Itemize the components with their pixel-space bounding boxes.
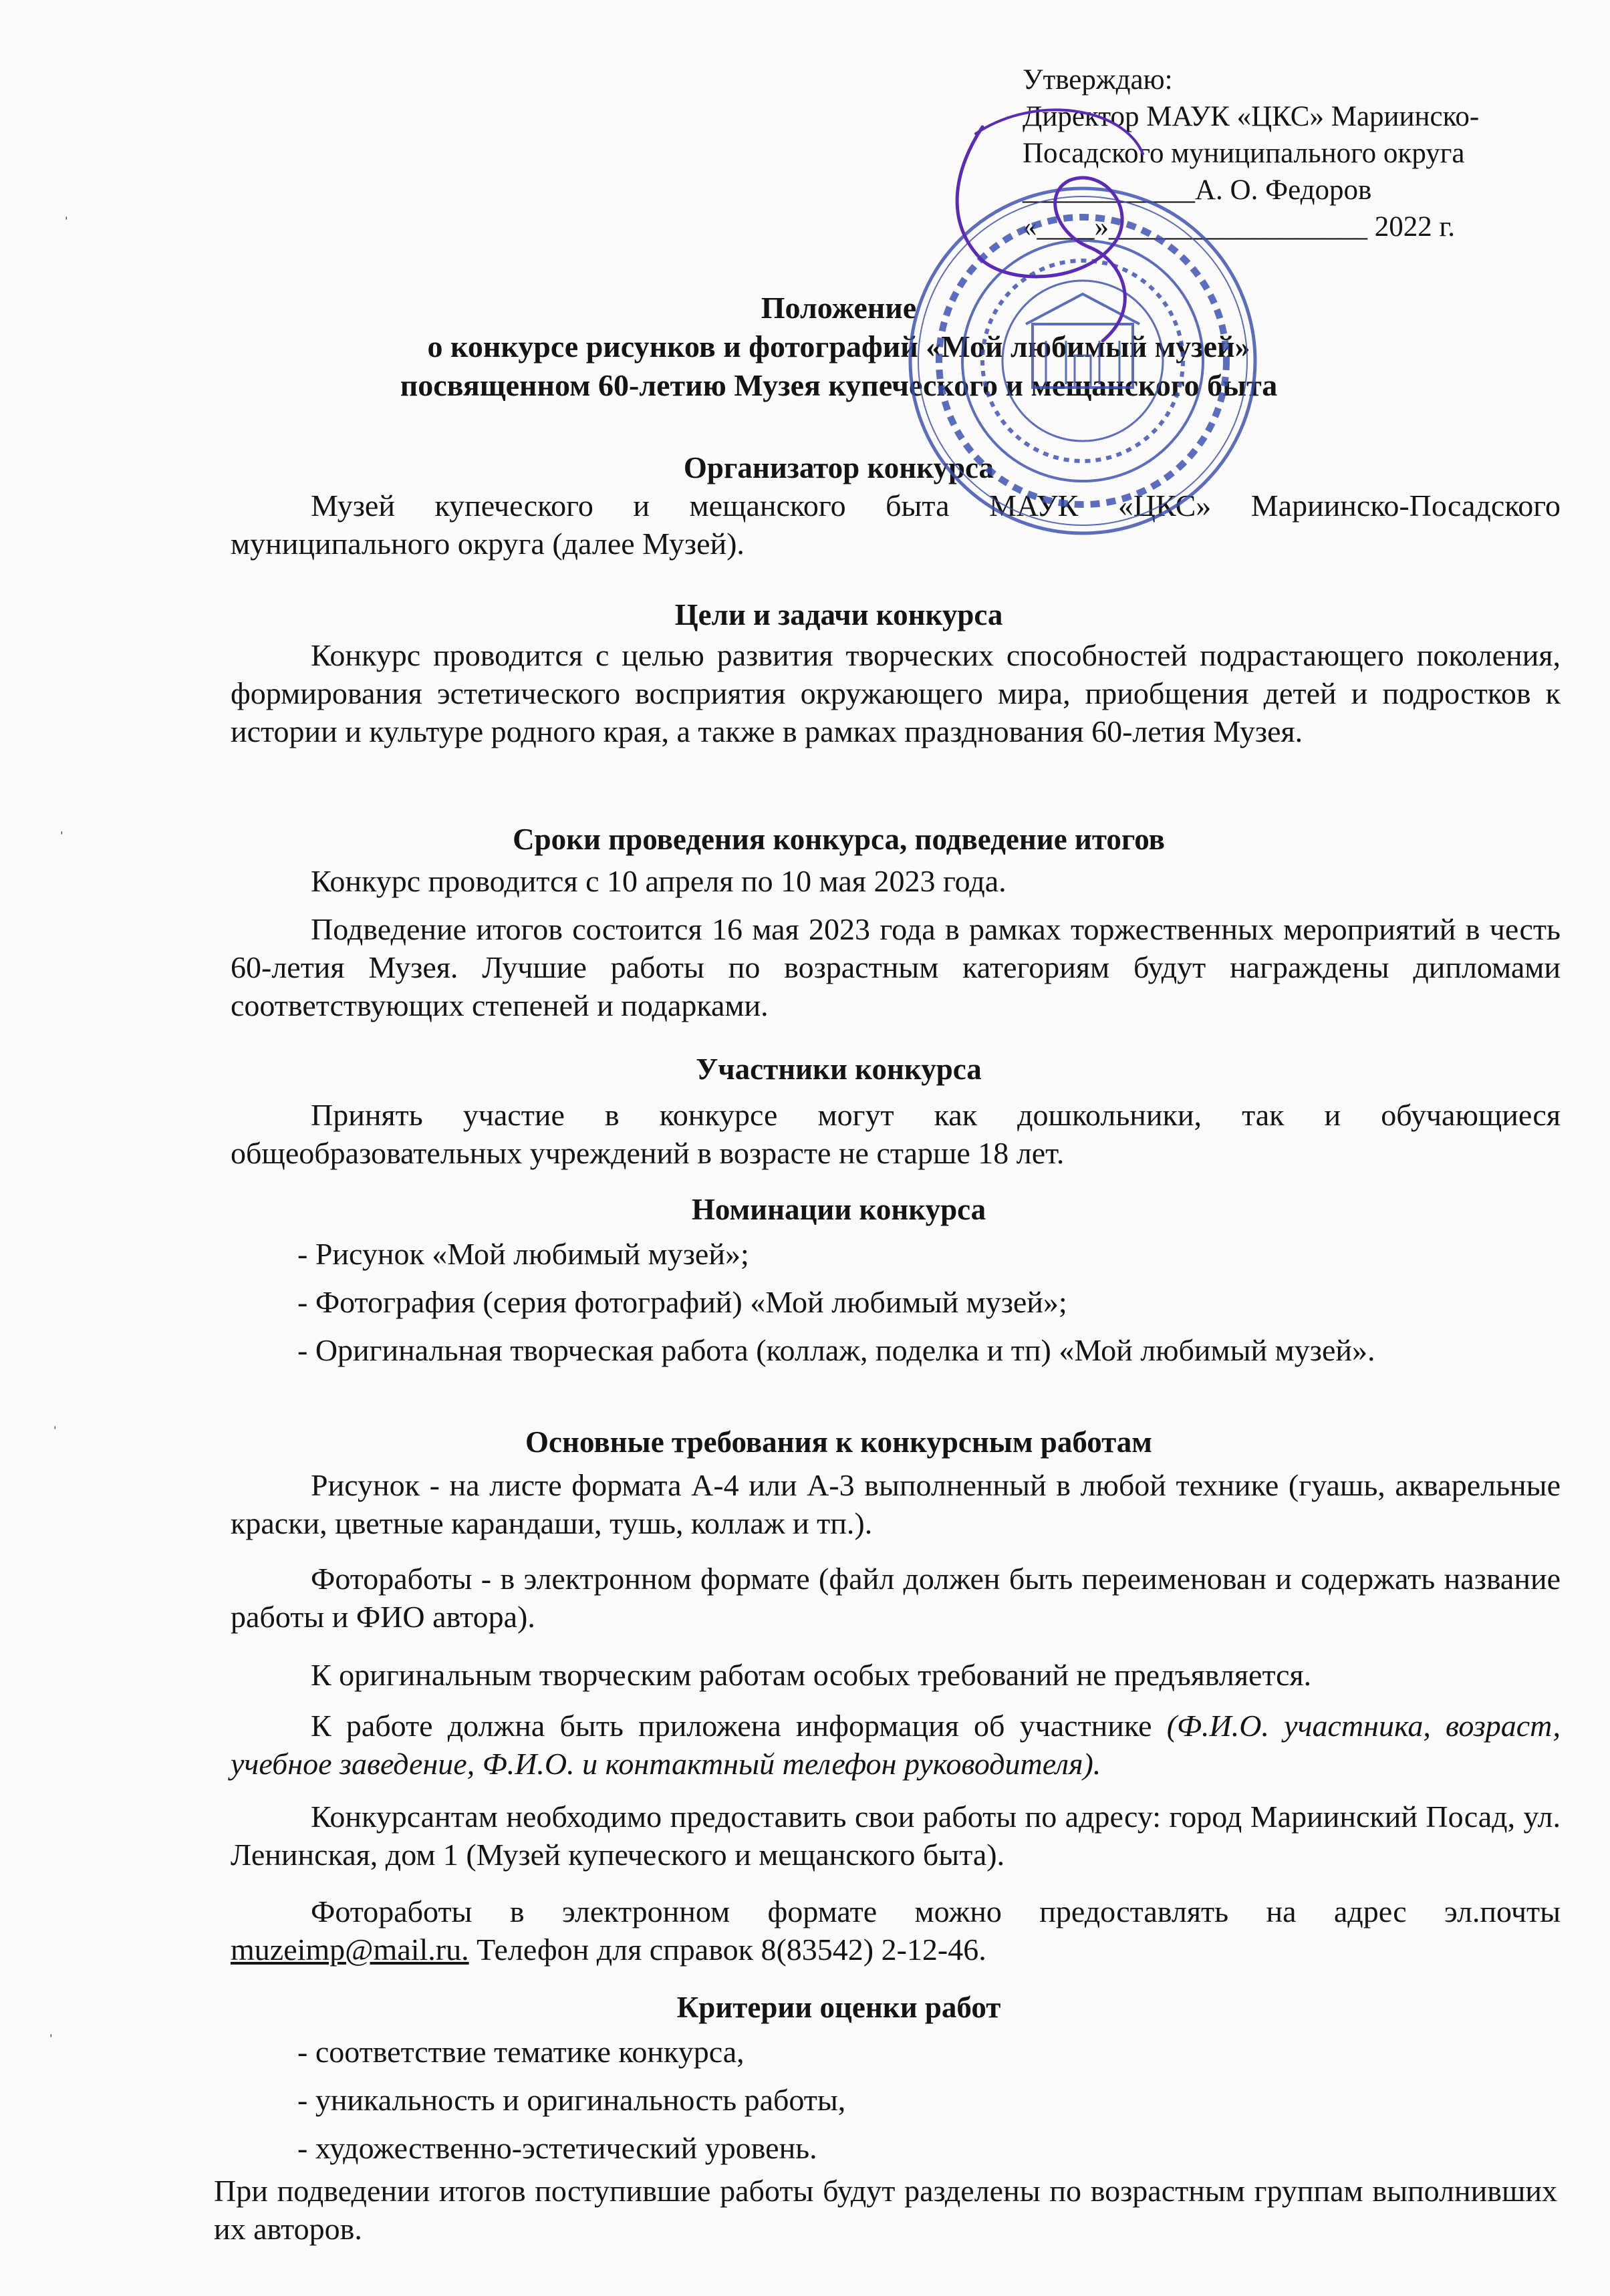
approval-date-line: «____»__________________ 2022 г. (1023, 211, 1456, 243)
section-heading: Сроки проведения конкурса, подведение итогов (513, 823, 1165, 856)
list-item: - уникальность и оригинальность работы, (297, 2083, 846, 2117)
list-item: - Рисунок «Мой любимый музей»; (297, 1237, 749, 1271)
email-link[interactable]: muzeimp@mail.ru. (231, 1932, 469, 1967)
section-text: Фотоработы - в электронном формате (файл должен быть переименован и содержать название работы и ФИО автора). (231, 1562, 1561, 1634)
list-item: - художественно-эстетический уровень. (297, 2131, 817, 2165)
section-text: Подведение итогов состоится 16 мая 2023 года в рамках торжественных мероприятий в честь 60-летия Музея. Лучшие работы по возрастным категориям будут награждены дипломами соответствующих степеней и подарками. (231, 912, 1561, 1022)
document-title: Положение (761, 291, 917, 325)
section-text: К оригинальным творческим работам особых требований не предъявляется. (311, 1658, 1312, 1692)
section-heading: Основные требования к конкурсным работам (525, 1425, 1152, 1459)
section-text: Рисунок - на листе формата А-4 или А-3 выполненный в любой технике (гуашь, акварельные краски, цветные карандаши, тушь, коллаж и тп.). (231, 1468, 1561, 1540)
text-run: Телефон для справок 8(83542) 2-12-46. (468, 1932, 986, 1967)
approval-line: Утверждаю: (1023, 64, 1173, 96)
document-subtitle: посвященном 60-летию Музея купеческого и мещанского быта (400, 368, 1278, 402)
scan-mark: ˌ (63, 200, 70, 220)
list-item: - Фотография (серия фотографий) «Мой любимый музей»; (297, 1285, 1067, 1319)
signature-icon (902, 87, 1183, 368)
list-item: - соответствие тематике конкурса, (297, 2035, 745, 2069)
section-text: Принять участие в конкурсе могут как дошкольники, так и обучающиеся общеобразовательных учреждений в возрасте не старше 18 лет. (231, 1098, 1561, 1170)
scan-mark: ˌ (59, 815, 65, 835)
document-subtitle: о конкурсе рисунков и фотографий «Мой любимый музей» (427, 329, 1250, 364)
scan-mark: ˌ (48, 2018, 54, 2037)
italic-text-run: (Ф.И.О. участника, возраст, учебное заведение, Ф.И.О. и контактный телефон руководителя). (231, 1709, 1561, 1781)
list-item: - Оригинальная творческая работа (коллаж, поделка и тп) «Мой любимый музей». (297, 1333, 1375, 1367)
section-heading: Организатор конкурса (683, 451, 994, 484)
section-text (231, 1892, 1561, 1969)
section-heading: Цели и задачи конкурса (674, 598, 1003, 631)
section-text: Конкурсантам необходимо предоставить свои работы по адресу: город Мариинский Посад, ул. Ленинская, дом 1 (Музей купеческого и мещанского быта). (231, 1800, 1561, 1872)
section-heading: Критерии оценки работ (676, 1991, 1001, 2024)
section-text: Конкурс проводится с целью развития творческих способностей подрастающего поколения, формирования эстетического восприятия окружающего мира, приобщения детей и подростков к истории и культуре родного края, а также в рамках празднования 60-летия Музея. (231, 638, 1561, 748)
section-text (231, 1707, 1561, 1783)
section-heading: Номинации конкурса (691, 1193, 986, 1226)
section-text: Музей купеческого и мещанского быта МАУК «ЦКС» Мариинско-Посадского муниципального округа (далее Музей). (231, 488, 1561, 561)
approval-line: Посадского муниципального округа (1023, 138, 1465, 169)
approval-signature-line: ____________А. О. Федоров (1023, 174, 1372, 206)
closing-text: При подведении итогов поступившие работы будут разделены по возрастным группам выполнивших их авторов. (214, 2174, 1557, 2246)
scan-mark: ˌ (52, 1410, 58, 1429)
text-run: К работе должна быть приложена информация об участнике (311, 1709, 1167, 1743)
text-run: Фотоработы в электронном формате можно предоставлять на адрес эл.почты (311, 1894, 1561, 1928)
section-heading: Участники конкурса (696, 1052, 982, 1086)
approval-line: Директор МАУК «ЦКС» Мариинско- (1023, 101, 1480, 132)
section-text: Конкурс проводится с 10 апреля по 10 мая 2023 года. (311, 864, 1007, 898)
